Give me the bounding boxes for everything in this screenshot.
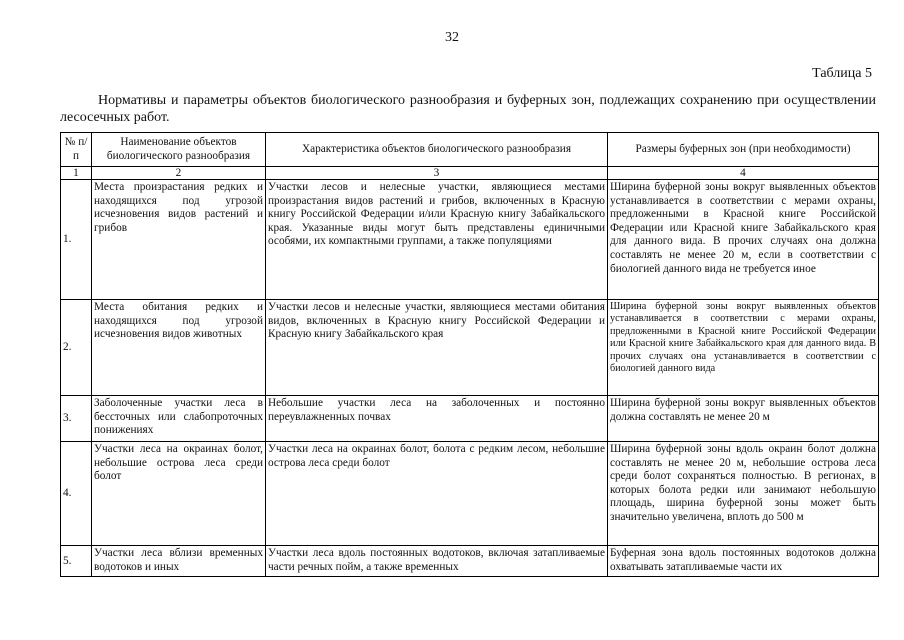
buffer-zone-size: Ширина буферной зоны вдоль окраин болот должна составлять не менее 20 м, небольшие острова леса среди болот сохраняться полностью. В регионах, в которых болота редки или занимают небольшую площадь, ширина буферной зоны может быть значительно увеличена, вплоть до 500 м (608, 442, 879, 546)
table-label: Таблица 5 (812, 66, 872, 81)
buffer-zone-size (608, 546, 879, 577)
row-number (61, 546, 92, 577)
object-name: Места обитания редких и находящихся под угрозой исчезновения видов животных (92, 300, 266, 396)
page-number: 32 (445, 30, 459, 45)
table-row (61, 300, 879, 396)
header-name: Наименование объектов биологического разнообразия (92, 133, 266, 167)
object-characteristic-text: Участки леса вдоль постоянных водотоков, включая затапливаемые части речных пойм, а также временных (268, 547, 605, 573)
table-row (61, 442, 879, 546)
header-characteristic: Характеристика объектов биологического разнообразия (266, 133, 608, 167)
table-row (61, 396, 879, 442)
table-row (61, 546, 879, 577)
object-characteristic: Участки лесов и нелесные участки, являющиеся местами обитания видов, включенных в Красную книгу Российской Федерации и Красную книгу Забайкальского края (266, 300, 608, 396)
norms-table (60, 132, 879, 577)
header-row (61, 133, 879, 167)
row-number-text: 5. (63, 555, 72, 567)
object-name: Участки леса на окраинах болот, небольшие острова леса среди болот (92, 442, 266, 546)
column-number: 3 (266, 167, 608, 180)
object-name-text: Участки леса вблизи временных водотоков и иных (94, 547, 263, 573)
object-characteristic: Небольшие участки леса на заболоченных и постоянно переувлажненных почвах (266, 396, 608, 442)
buffer-zone-size: Ширина буферной зоны вокруг выявленных объектов должна составлять не менее 20 м (608, 396, 879, 442)
table-caption: Нормативы и параметры объектов биологического разнообразия и буферных зон, подлежащих сохранению при осуществлении лесосечных работ. (60, 93, 876, 125)
column-number: 4 (608, 167, 879, 180)
header-buffer: Размеры буферных зон (при необходимости) (608, 133, 879, 167)
object-name: Места произрастания редких и находящихся под угрозой исчезновения видов растений и грибов (92, 180, 266, 300)
row-number: 2. (61, 300, 92, 396)
object-characteristic (266, 546, 608, 577)
row-number: 3. (61, 396, 92, 442)
object-characteristic: Участки лесов и нелесные участки, являющиеся местами произрастания видов растений и грибов, включенных в Красную книгу Российской Федерации и/или Красную книгу Забайкальского края. Указанные виды могут быть представлены единичными особями, их компактными группами, а также популяциями (266, 180, 608, 300)
header-num: № п/п (61, 133, 92, 167)
row-number: 1. (61, 180, 92, 300)
buffer-zone-size-text: Буферная зона вдоль постоянных водотоков должна охватывать затапливаемые части их (610, 547, 876, 573)
column-number: 2 (92, 167, 266, 180)
table-row (61, 180, 879, 300)
object-characteristic: Участки леса на окраинах болот, болота с редким лесом, небольшие острова леса среди болот (266, 442, 608, 546)
column-number-row (61, 167, 879, 180)
buffer-zone-size: Ширина буферной зоны вокруг выявленных объектов устанавливается в соответствии с мерами охраны, предложенными в Красной книге Российской Федерации или Красной книге Забайкальского края для данного вида. В прочих случаях она должна составлять не менее 20 м, если в соответствии с биологией данного вида не требуется иное (608, 180, 879, 300)
buffer-zone-size: Ширина буферной зоны вокруг выявленных объектов устанавливается в соответствии с мерами охраны, предложенными в Красной книге Российской Федерации или Красной книге Забайкальского края для данного вида. В прочих случаях она устанавливается в соответствии с биологией данного вида (608, 300, 879, 396)
object-name: Заболоченные участки леса в бессточных или слабопроточных понижениях (92, 396, 266, 442)
object-name (92, 546, 266, 577)
row-number: 4. (61, 442, 92, 546)
column-number: 1 (61, 167, 92, 180)
